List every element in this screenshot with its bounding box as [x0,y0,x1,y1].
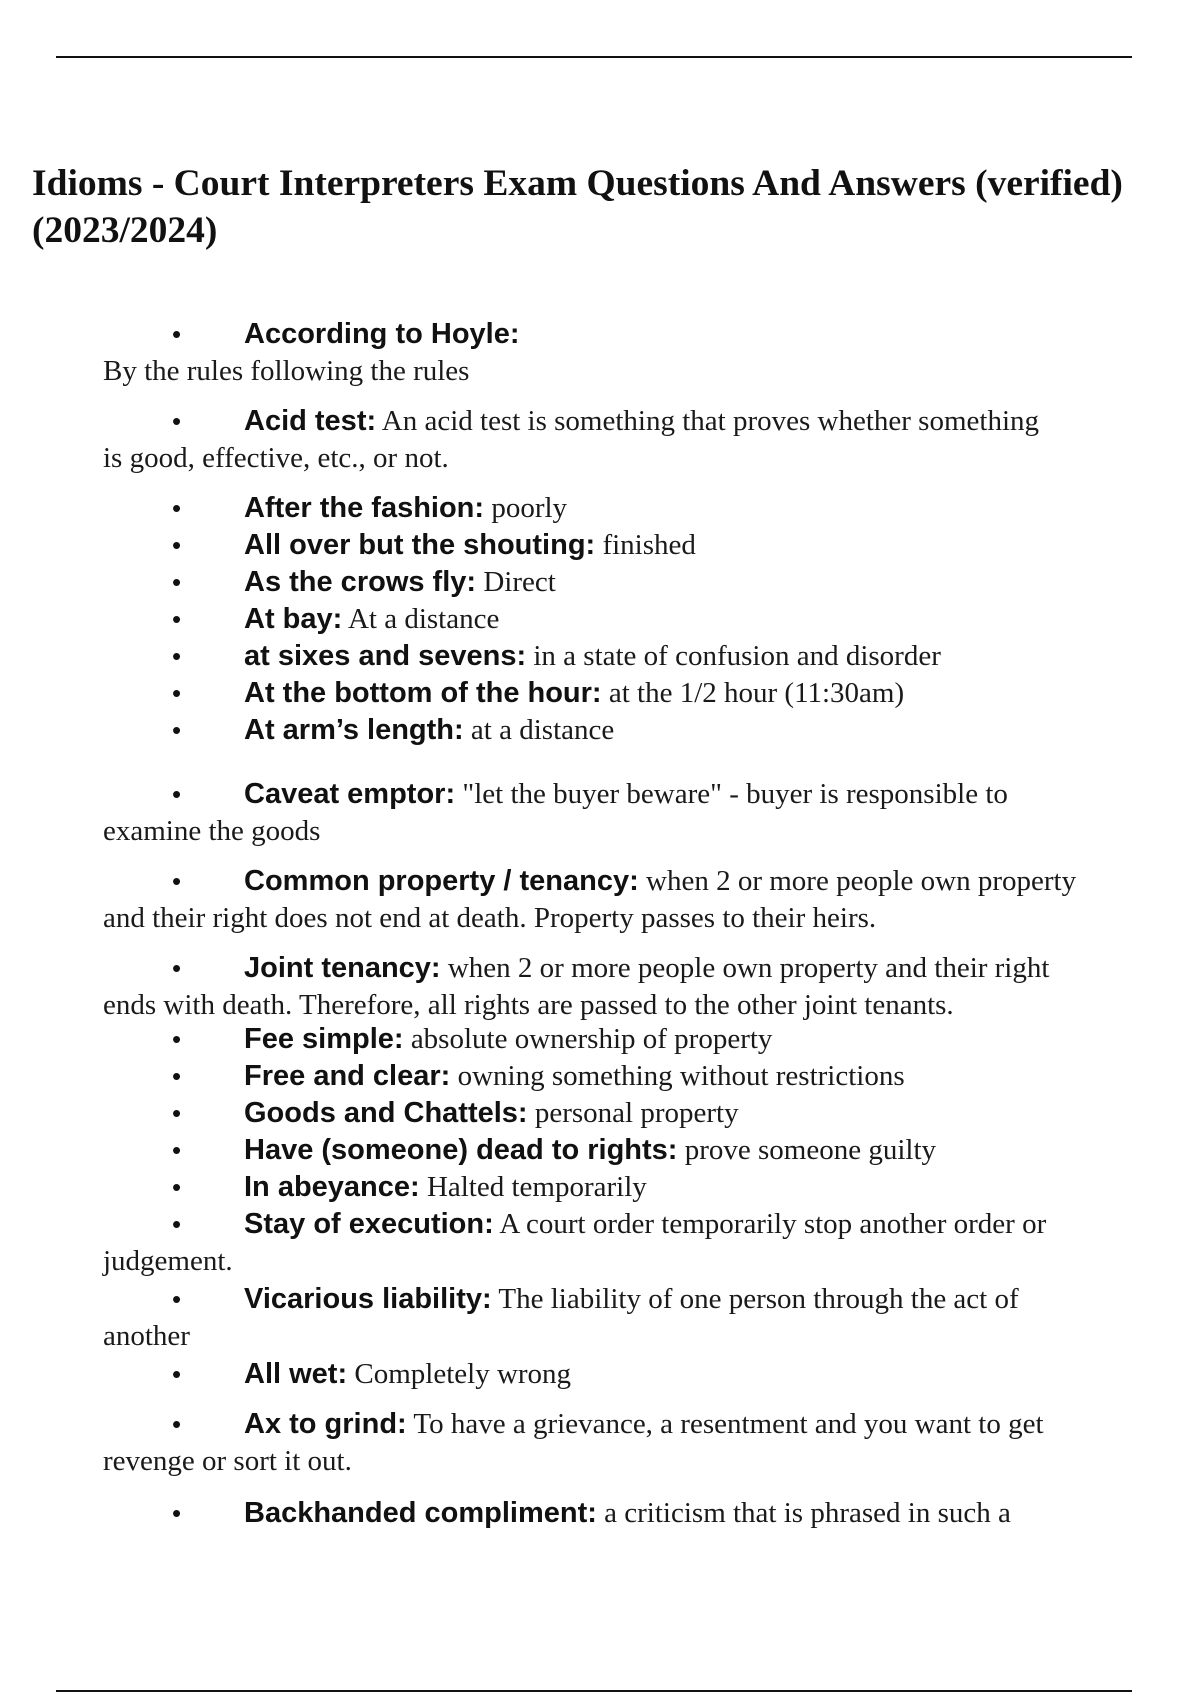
idiom-line [0,1021,1200,1058]
idiom-entry [0,1169,1200,1206]
idiom-definition: poorly [484,492,568,524]
idiom-line [0,527,1200,564]
idiom-definition: when 2 or more people own property and their right [440,952,1050,984]
idiom-line [0,863,1200,900]
idiom-line [0,813,1200,850]
idiom-line [0,1095,1200,1132]
idiom-definition-continued: By the rules following the rules [103,354,470,387]
bullet-icon: • [172,715,182,745]
idiom-term: At bay: [244,603,343,635]
bullet-icon: • [172,1172,182,1202]
idiom-definition-continued: ends with death. Therefore, all rights are passed to the other joint tenants. [103,988,954,1021]
bullet-icon: • [172,953,182,983]
idiom-entry [0,712,1200,749]
idiom-definition: At a distance [342,603,500,635]
idiom-entry [0,1406,1200,1479]
idiom-term: According to Hoyle: [244,318,520,350]
idiom-line [0,1058,1200,1095]
idiom-first-line [244,527,696,564]
idiom-definition: when 2 or more people own property [638,865,1077,897]
idiom-term: Goods and Chattels: [244,1097,528,1129]
idiom-definition: An acid test is something that proves whether something [376,405,1040,437]
idiom-term: Free and clear: [244,1060,451,1092]
idiom-entry [0,527,1200,564]
idiom-term: Fee simple: [244,1023,404,1055]
document-title-line2: (2023/2024) [32,210,218,251]
bullet-icon: • [172,1061,182,1091]
idiom-first-line [244,1095,739,1132]
idiom-first-line [244,1206,1046,1243]
idiom-term: After the fashion: [244,492,485,524]
idiom-line [0,1281,1200,1318]
idiom-line [0,950,1200,987]
idiom-line [0,601,1200,638]
idiom-entry [0,1095,1200,1132]
idiom-definition: personal property [527,1097,739,1129]
idiom-line [0,1443,1200,1480]
idiom-entry [0,1356,1200,1393]
idiom-first-line [244,638,941,675]
idiom-term: Common property / tenancy: [244,865,639,897]
footer-rule [56,1690,1132,1692]
idiom-line [0,1169,1200,1206]
idiom-first-line [244,601,499,638]
bullet-icon: • [172,1209,182,1239]
idiom-definition: A court order temporarily stop another order or [493,1208,1047,1240]
idiom-term: at sixes and sevens: [244,640,527,672]
bullet-icon: • [172,1409,182,1439]
idiom-first-line [244,1281,1019,1318]
idiom-entry [0,490,1200,527]
idiom-definition: at a distance [463,714,615,746]
bullet-icon: • [172,866,182,896]
idiom-line [0,987,1200,1024]
idiom-line [0,1206,1200,1243]
idiom-first-line [244,675,904,712]
idiom-definition: Completely wrong [347,1358,572,1390]
idiom-first-line [244,1406,1044,1443]
bullet-icon: • [172,678,182,708]
bullet-icon: • [172,1359,182,1389]
bullet-icon: • [172,1098,182,1128]
idiom-definition-continued: is good, effective, etc., or not. [103,441,449,474]
idiom-line [0,403,1200,440]
idiom-first-line [244,863,1076,900]
bullet-icon: • [172,567,182,597]
idiom-entry [0,1206,1200,1279]
document-title-line1: Idioms - Court Interpreters Exam Questions And Answers (verified) [32,163,1123,204]
bullet-icon: • [172,1135,182,1165]
idiom-term: Backhanded compliment: [244,1497,597,1529]
bullet-icon: • [172,530,182,560]
idiom-line [0,900,1200,937]
idiom-first-line [244,1021,772,1058]
idiom-first-line [244,776,1008,813]
bullet-icon: • [172,319,182,349]
idiom-definition: absolute ownership of property [403,1023,773,1055]
idiom-term: At the bottom of the hour: [244,677,602,709]
idiom-entry [0,564,1200,601]
idiom-definition: at the 1/2 hour (11:30am) [601,677,905,709]
idiom-definition-continued: another [103,1319,190,1352]
idiom-line [0,675,1200,712]
bullet-icon: • [172,641,182,671]
idiom-line [0,1406,1200,1443]
bullet-icon: • [172,779,182,809]
idiom-term: Stay of execution: [244,1208,494,1240]
idiom-line [0,1495,1200,1532]
idiom-first-line [244,712,614,749]
idiom-entry [0,1132,1200,1169]
idiom-line [0,1356,1200,1393]
idiom-first-line [244,1356,571,1393]
idiom-line [0,712,1200,749]
idiom-entry [0,1058,1200,1095]
idiom-definition-continued: and their right does not end at death. Property passes to their heirs. [103,901,877,934]
idiom-definition: "let the buyer beware" - buyer is responsible to [455,778,1008,810]
idiom-line [0,440,1200,477]
idiom-term: Caveat emptor: [244,778,456,810]
idiom-term: Ax to grind: [244,1408,407,1440]
idiom-term: Have (someone) dead to rights: [244,1134,678,1166]
idiom-definition-continued: judgement. [103,1244,233,1277]
idiom-first-line [244,403,1039,440]
idiom-term: Joint tenancy: [244,952,441,984]
idiom-definition: owning something without restrictions [450,1060,905,1092]
idiom-definition: The liability of one person through the act of [491,1283,1019,1315]
idiom-definition: prove someone guilty [677,1134,937,1166]
idiom-line [0,316,1200,353]
idiom-definition: a criticism that is phrased in such a [596,1497,1011,1529]
idiom-entry [0,950,1200,1023]
idiom-line [0,638,1200,675]
idiom-first-line [244,490,567,527]
idiom-term: All wet: [244,1358,348,1390]
bullet-icon: • [172,493,182,523]
idiom-line [0,1132,1200,1169]
idiom-term: Vicarious liability: [244,1283,492,1315]
idiom-term: In abeyance: [244,1171,420,1203]
idiom-term: As the crows fly: [244,566,477,598]
idiom-first-line [244,1495,1011,1532]
idiom-first-line [244,1132,936,1169]
idiom-term: Acid test: [244,405,377,437]
idiom-entry [0,638,1200,675]
idiom-entry [0,776,1200,849]
idiom-definition: in a state of confusion and disorder [526,640,941,672]
idiom-definition-continued: examine the goods [103,814,321,847]
idiom-line [0,1318,1200,1355]
idiom-entry [0,1021,1200,1058]
bullet-icon: • [172,406,182,436]
idiom-line [0,490,1200,527]
bullet-icon: • [172,1024,182,1054]
idiom-first-line [244,950,1049,987]
idiom-line [0,776,1200,813]
idiom-first-line [244,316,520,353]
bullet-icon: • [172,604,182,634]
idiom-line [0,353,1200,390]
idiom-definition: To have a grievance, a resentment and you want to get [406,1408,1044,1440]
idiom-term: All over but the shouting: [244,529,596,561]
idiom-line [0,564,1200,601]
idiom-entry [0,403,1200,476]
idiom-first-line [244,564,556,601]
idiom-entry [0,863,1200,936]
idiom-entry [0,675,1200,712]
idiom-definition: Direct [476,566,556,598]
bullet-icon: • [172,1498,182,1528]
idiom-definition: Halted temporarily [419,1171,647,1203]
idiom-definition-continued: revenge or sort it out. [103,1444,352,1477]
idiom-entry [0,1281,1200,1354]
idiom-entry [0,601,1200,638]
idiom-definition: finished [595,529,696,561]
idiom-term: At arm’s length: [244,714,464,746]
bullet-icon: • [172,1284,182,1314]
idiom-line [0,1243,1200,1280]
idiom-first-line [244,1169,647,1206]
idiom-entry [0,316,1200,389]
idiom-entry [0,1495,1200,1532]
idiom-first-line [244,1058,905,1095]
